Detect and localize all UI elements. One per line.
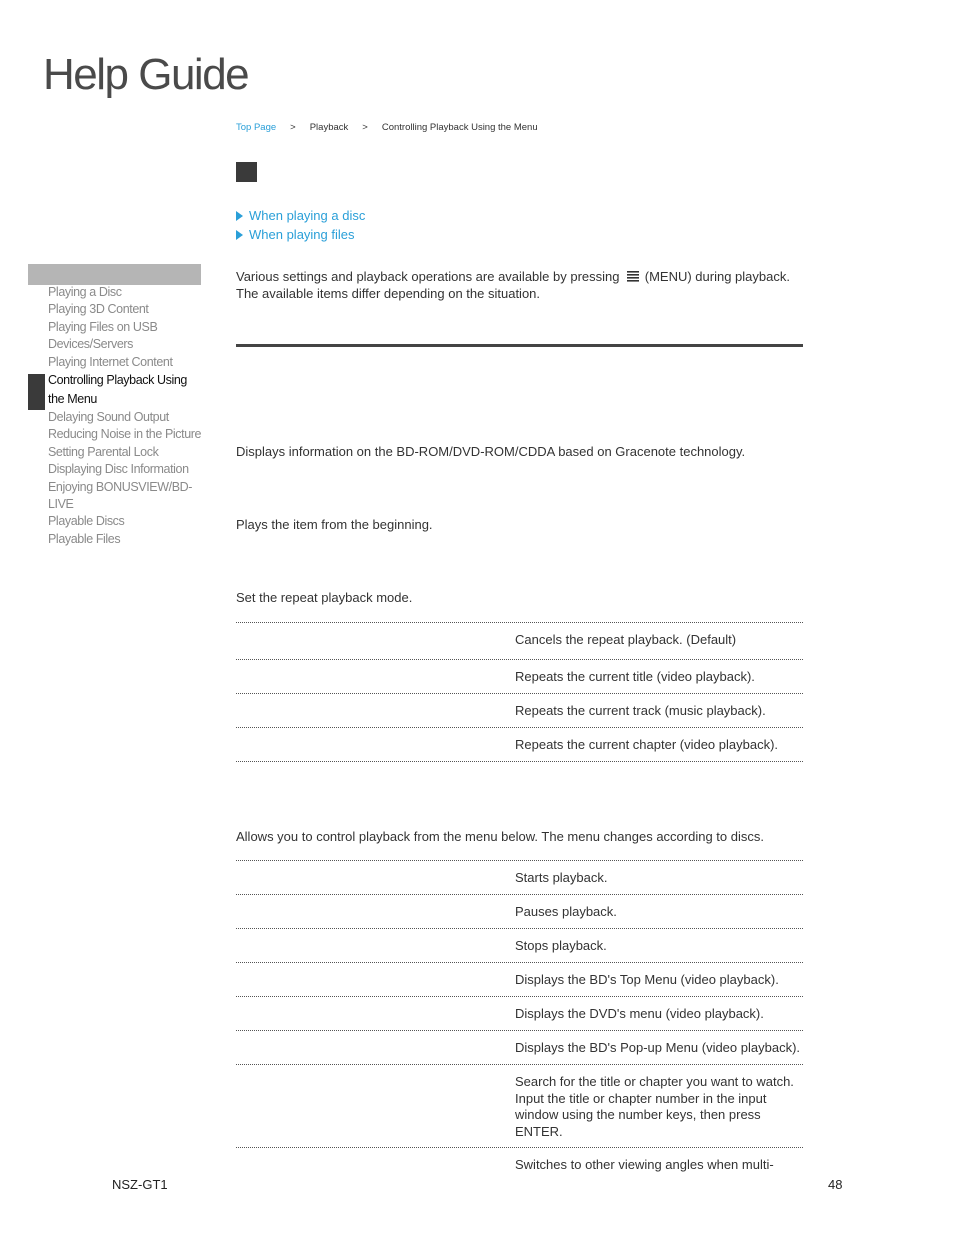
- disc-info-description: Displays information on the BD-ROM/DVD-ROM/CDDA based on Gracenote technology.: [236, 444, 746, 459]
- menu-icon: [627, 271, 639, 282]
- row-description: Displays the DVD's menu (video playback).: [515, 1006, 764, 1021]
- control-table: [236, 860, 803, 1176]
- table-row: [236, 659, 803, 693]
- page-title-block: [236, 162, 257, 182]
- row-description: Stops playback.: [515, 938, 607, 953]
- page-header-title: Help Guide: [43, 50, 249, 99]
- footer-model-number: NSZ-GT1: [112, 1177, 168, 1192]
- footer-page-number: 48: [828, 1177, 843, 1192]
- repeat-description: Set the repeat playback mode.: [236, 590, 413, 605]
- intro-text-part2: (MENU) during playback.: [644, 269, 790, 284]
- sidebar-item-playable-discs[interactable]: Playable Discs: [48, 514, 125, 529]
- section-divider: [236, 344, 803, 347]
- breadcrumb-separator: >: [290, 122, 296, 133]
- control-description: Allows you to control playback from the menu below. The menu changes according to discs.: [236, 829, 764, 844]
- breadcrumb-separator: >: [362, 122, 368, 133]
- row-description: Repeats the current track (music playback).: [515, 703, 766, 718]
- sidebar-item-controlling-playback[interactable]: Controlling Playback Using the Menu: [28, 371, 203, 409]
- jump-link-label: When playing files: [249, 227, 355, 242]
- sidebar-item-disc-information[interactable]: Displaying Disc Information: [48, 462, 189, 477]
- table-row: [236, 1064, 803, 1147]
- row-description: Repeats the current title (video playback).: [515, 669, 755, 684]
- intro-text: [236, 268, 806, 302]
- sidebar-item-playing-3d-content[interactable]: Playing 3D Content: [48, 302, 149, 317]
- jump-link-disc[interactable]: [236, 206, 365, 225]
- table-row: [236, 894, 803, 928]
- table-row: [236, 1030, 803, 1064]
- table-row: [236, 727, 803, 762]
- play-beginning-description: Plays the item from the beginning.: [236, 517, 433, 532]
- sidebar-item-delaying-sound-output[interactable]: Delaying Sound Output: [48, 410, 169, 425]
- row-description: Displays the BD's Pop-up Menu (video playback).: [515, 1040, 801, 1055]
- table-row: [236, 996, 803, 1030]
- table-row: [236, 860, 803, 894]
- row-description: Starts playback.: [515, 870, 608, 885]
- table-row: [236, 928, 803, 962]
- breadcrumb-current: Controlling Playback Using the Menu: [381, 122, 538, 133]
- sidebar-header: [28, 264, 201, 285]
- triangle-right-icon: [236, 230, 243, 240]
- row-description: Displays the BD's Top Menu (video playback).: [515, 972, 779, 987]
- triangle-right-icon: [236, 211, 243, 221]
- table-row: [236, 1147, 803, 1176]
- sidebar-nav: [28, 284, 203, 548]
- table-row: [236, 693, 803, 727]
- row-description: Cancels the repeat playback. (Default): [515, 632, 737, 647]
- repeat-table: [236, 622, 803, 762]
- sidebar-item-playing-a-disc[interactable]: Playing a Disc: [48, 285, 122, 299]
- jump-link-label: When playing a disc: [249, 208, 366, 223]
- intro-text-part1: Various settings and playback operations are available by pressing: [236, 269, 620, 284]
- breadcrumb-top-page-link[interactable]: Top Page: [236, 122, 277, 133]
- row-description: Search for the title or chapter you want to watch. Input the title or chapter number in the input window using the number keys, then press ENTER.: [515, 1074, 794, 1139]
- sidebar-item-playing-internet-content[interactable]: Playing Internet Content: [48, 354, 173, 369]
- table-row: [236, 962, 803, 996]
- jump-links: [236, 206, 365, 244]
- jump-link-files[interactable]: [236, 225, 365, 244]
- sidebar-item-playable-files[interactable]: Playable Files: [48, 531, 121, 546]
- intro-text-line2: The available items differ depending on the situation.: [236, 286, 541, 301]
- sidebar-item-parental-lock[interactable]: Setting Parental Lock: [48, 444, 159, 459]
- sidebar-item-reducing-noise[interactable]: Reducing Noise in the Picture: [48, 427, 202, 442]
- breadcrumb: [236, 122, 538, 133]
- row-description: Repeats the current chapter (video playback).: [515, 737, 779, 752]
- breadcrumb-playback: Playback: [309, 122, 349, 133]
- row-description: Switches to other viewing angles when multi-: [515, 1157, 774, 1172]
- table-row: [236, 622, 803, 659]
- sidebar-item-playing-files-usb[interactable]: Playing Files on USB Devices/Servers: [48, 319, 158, 352]
- row-description: Pauses playback.: [515, 904, 617, 919]
- sidebar-item-bonusview[interactable]: Enjoying BONUSVIEW/BD-LIVE: [48, 479, 193, 512]
